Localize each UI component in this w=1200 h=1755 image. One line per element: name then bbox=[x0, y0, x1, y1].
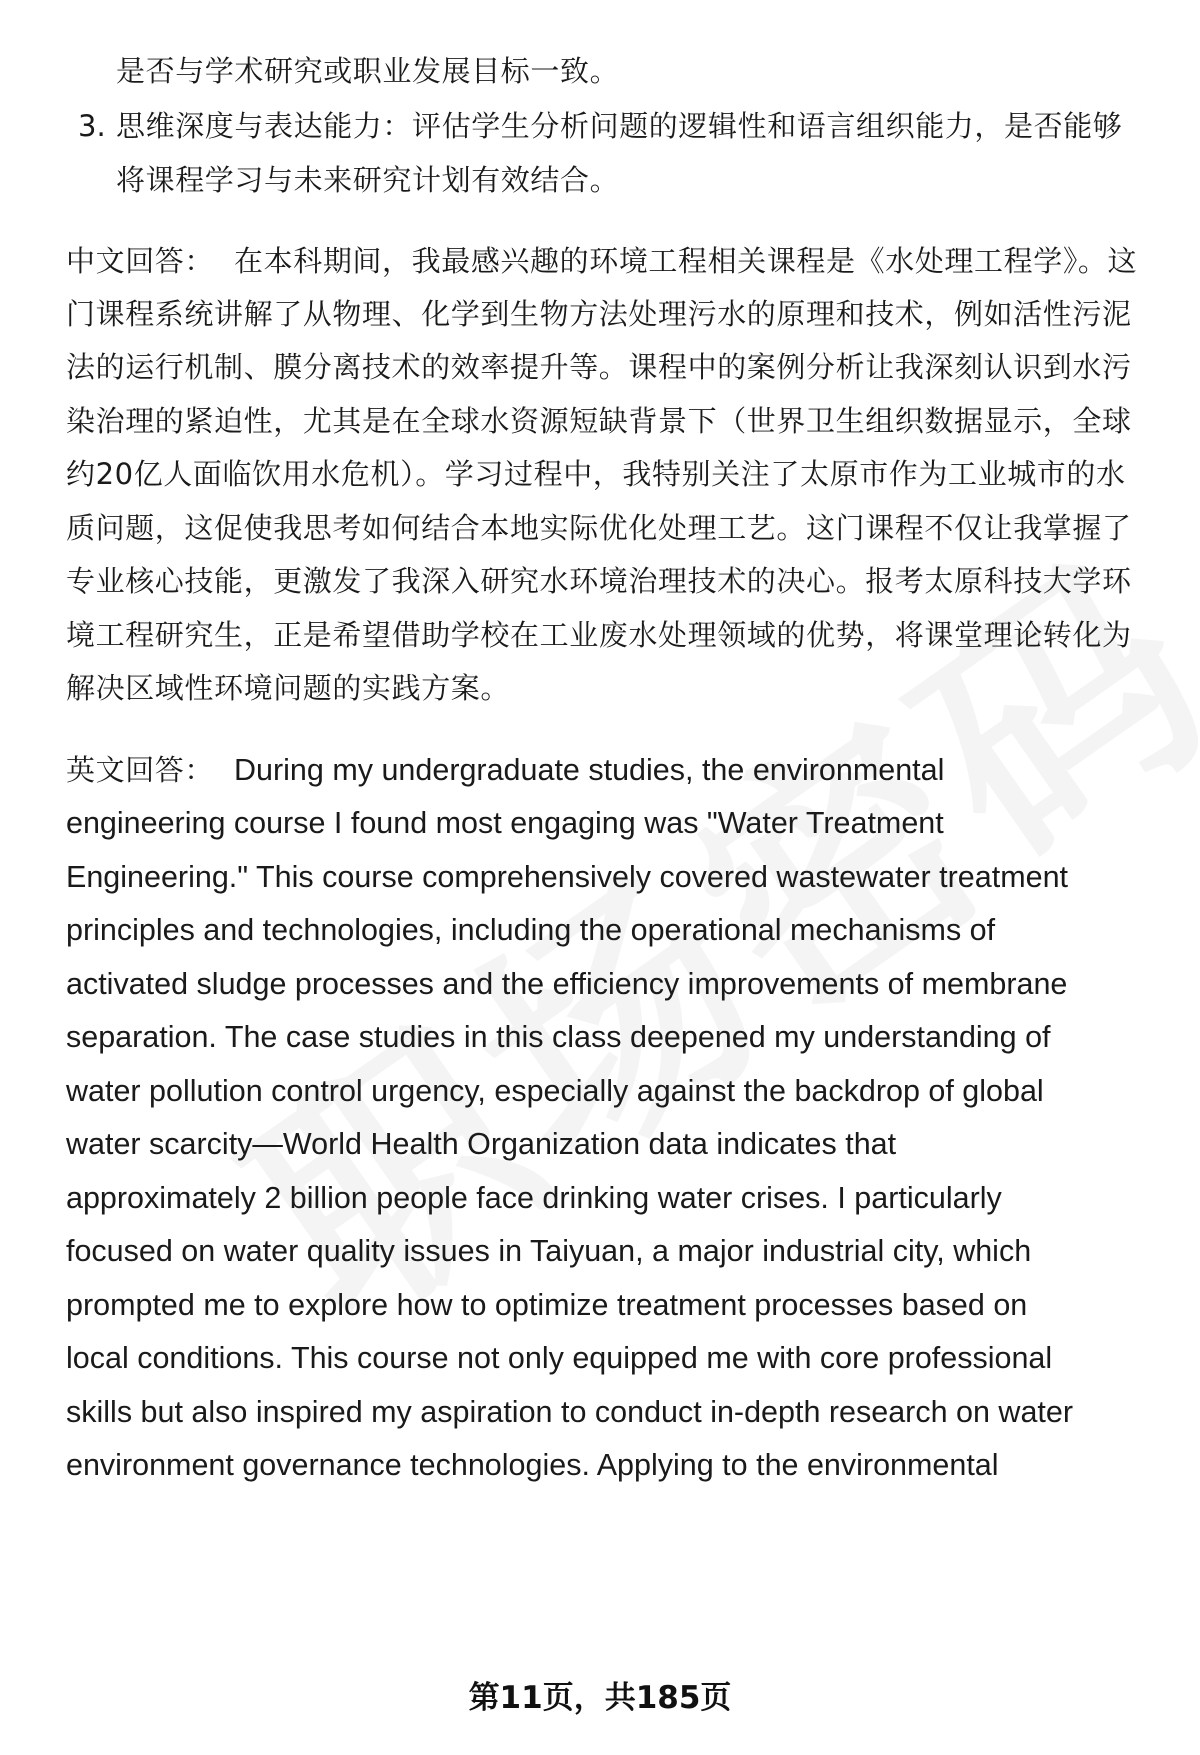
chinese-answer-line-1 bbox=[66, 241, 1137, 281]
english-answer-line-7: water pollution control urgency, especially against the backdrop of global bbox=[66, 1074, 1044, 1108]
english-answer-line-1 bbox=[66, 750, 944, 790]
chinese-answer-label: 中文回答： bbox=[66, 244, 215, 278]
english-answer-line-11: prompted me to explore how to optimize treatment processes based on bbox=[66, 1288, 1028, 1322]
chinese-answer-line-2: 门课程系统讲解了从物理、化学到生物方法处理污水的原理和技术，例如活性污泥 bbox=[66, 297, 1132, 331]
english-answer-line-9: approximately 2 billion people face drinking water crises. I particularly bbox=[66, 1181, 1002, 1215]
chinese-answer-line-5: 约20亿人面临饮用水危机）。学习过程中，我特别关注了太原市作为工业城市的水 bbox=[66, 457, 1126, 491]
english-answer-line-14: environment governance technologies. Applying to the environmental bbox=[66, 1448, 999, 1482]
list-item-2-continuation: 是否与学术研究或职业发展目标一致。 bbox=[116, 54, 620, 88]
page-number-footer: 第11页，共185页 bbox=[468, 1680, 732, 1716]
chinese-answer-line-9: 解决区域性环境问题的实践方案。 bbox=[66, 671, 511, 705]
english-answer-text: During my undergraduate studies, the environmental bbox=[234, 753, 945, 787]
english-answer-line-8: water scarcity—World Health Organization data indicates that bbox=[66, 1127, 897, 1161]
list-item-3-line-2: 将课程学习与未来研究计划有效结合。 bbox=[116, 163, 620, 197]
english-answer-line-2: engineering course I found most engaging was "Water Treatment bbox=[66, 806, 944, 840]
chinese-answer-text: 在本科期间，我最感兴趣的环境工程相关课程是《水处理工程学》。这 bbox=[234, 244, 1138, 278]
list-item-3-number: 3. bbox=[78, 109, 106, 143]
list-item-3-line-1: 思维深度与表达能力：评估学生分析问题的逻辑性和语言组织能力，是否能够 bbox=[116, 109, 1123, 143]
english-answer-label: 英文回答： bbox=[66, 753, 215, 787]
english-answer-line-12: local conditions. This course not only equipped me with core professional bbox=[66, 1341, 1053, 1375]
chinese-answer-line-6: 质问题，这促使我思考如何结合本地实际优化处理工艺。这门课程不仅让我掌握了 bbox=[66, 511, 1132, 545]
chinese-answer-line-7: 专业核心技能，更激发了我深入研究水环境治理技术的决心。报考太原科技大学环 bbox=[66, 564, 1132, 598]
chinese-answer-line-4: 染治理的紧迫性，尤其是在全球水资源短缺背景下（世界卫生组织数据显示，全球 bbox=[66, 404, 1132, 438]
english-answer-line-10: focused on water quality issues in Taiyuan, a major industrial city, which bbox=[66, 1234, 1032, 1268]
english-answer-line-6: separation. The case studies in this class deepened my understanding of bbox=[66, 1020, 1051, 1054]
english-answer-line-13: skills but also inspired my aspiration to conduct in-depth research on water bbox=[66, 1395, 1074, 1429]
english-answer-line-5: activated sludge processes and the efficiency improvements of membrane bbox=[66, 967, 1068, 1001]
english-answer-line-3: Engineering." This course comprehensively covered wastewater treatment bbox=[66, 860, 1069, 894]
chinese-answer-line-3: 法的运行机制、膜分离技术的效率提升等。课程中的案例分析让我深刻认识到水污 bbox=[66, 350, 1132, 384]
english-answer-line-4: principles and technologies, including the operational mechanisms of bbox=[66, 913, 996, 947]
chinese-answer-line-8: 境工程研究生，正是希望借助学校在工业废水处理领域的优势，将课堂理论转化为 bbox=[66, 618, 1132, 652]
